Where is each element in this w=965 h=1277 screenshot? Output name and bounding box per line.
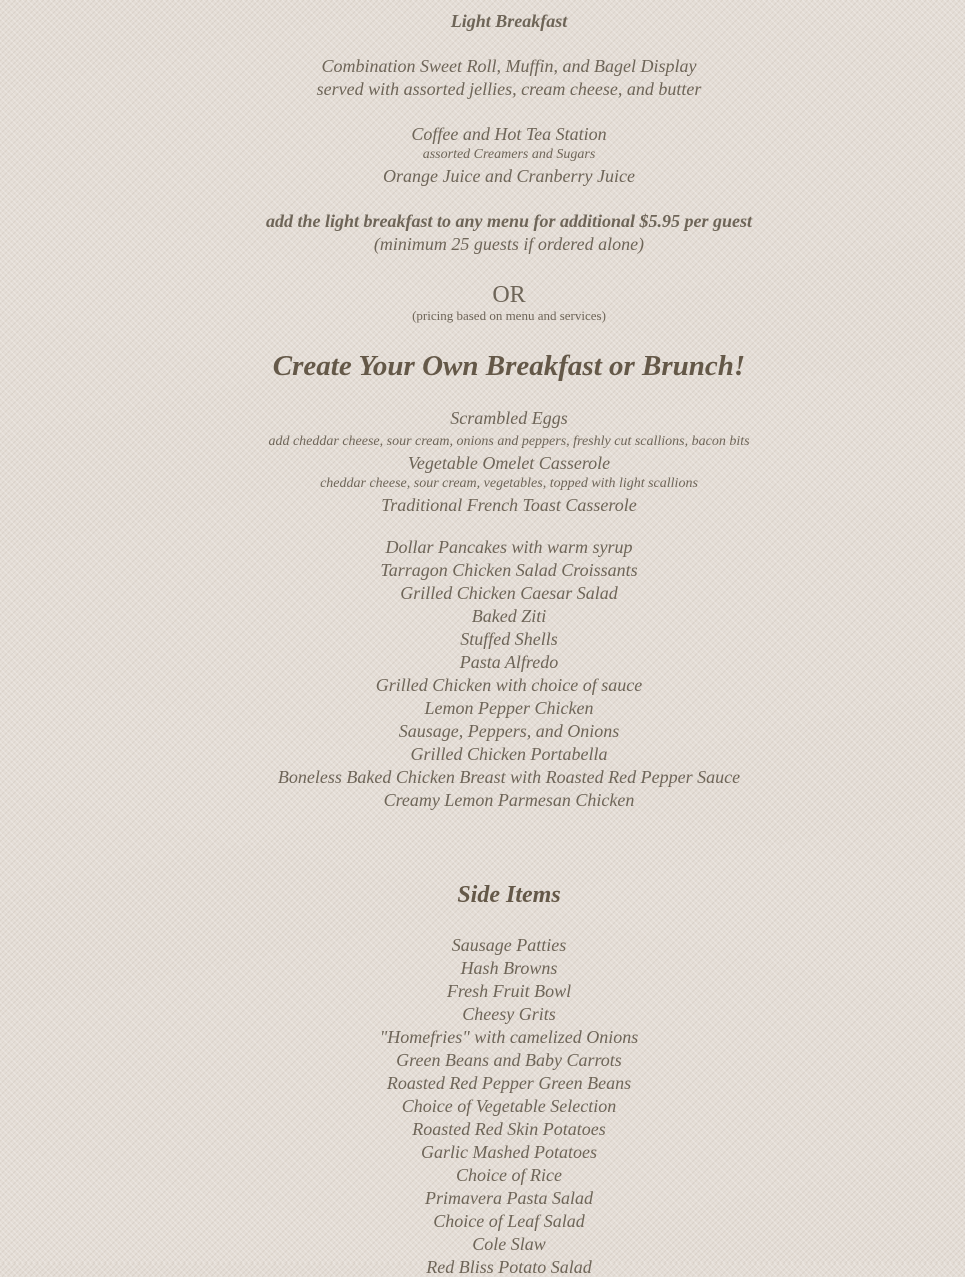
side-item: Cheesy Grits <box>462 1004 556 1024</box>
side-item: Roasted Red Pepper Green Beans <box>386 1073 632 1093</box>
side-item: Choice of Rice <box>456 1165 562 1185</box>
create-breakfast-heading: Create Your Own Breakfast or Brunch! <box>272 350 746 382</box>
side-item: Choice of Vegetable Selection <box>401 1096 617 1116</box>
menu-item: Baked Ziti <box>471 606 547 626</box>
menu-item: Stuffed Shells <box>460 629 558 649</box>
omelet-casserole-description: cheddar cheese, sour cream, vegetables, topped with light scallions <box>320 476 698 491</box>
side-item: Cole Slaw <box>472 1234 546 1254</box>
side-item: Green Beans and Baby Carrots <box>396 1050 622 1070</box>
side-item: Roasted Red Skin Potatoes <box>412 1119 606 1139</box>
scrambled-eggs-description: add cheddar cheese, sour cream, onions and peppers, freshly cut scallions, bacon bits <box>268 434 750 449</box>
side-items-heading: Side Items <box>457 882 561 908</box>
coffee-station-item: Coffee and Hot Tea Station <box>411 124 607 144</box>
side-item: Garlic Mashed Potatoes <box>421 1142 597 1162</box>
coffee-station-description: assorted Creamers and Sugars <box>422 147 596 162</box>
side-item: Choice of Leaf Salad <box>433 1211 585 1231</box>
side-item: Red Bliss Potato Salad <box>426 1257 592 1277</box>
side-item: "Homefries" with camelized Onions <box>379 1027 639 1047</box>
light-breakfast-minimum: (minimum 25 guests if ordered alone) <box>373 234 645 254</box>
juice-item: Orange Juice and Cranberry Juice <box>383 166 635 186</box>
or-divider: OR <box>492 282 526 308</box>
menu-item: Dollar Pancakes with warm syrup <box>385 537 633 557</box>
side-item: Hash Browns <box>460 958 558 978</box>
menu-item: Grilled Chicken with choice of sauce <box>375 675 643 695</box>
menu-item: Grilled Chicken Portabella <box>410 744 608 764</box>
bagel-display-item: Combination Sweet Roll, Muffin, and Bagel Display <box>321 56 697 76</box>
side-item: Fresh Fruit Bowl <box>446 981 572 1001</box>
menu-item: Pasta Alfredo <box>459 652 559 672</box>
menu-item: Boneless Baked Chicken Breast with Roasted Red Pepper Sauce <box>277 767 741 787</box>
side-item: Sausage Patties <box>451 935 567 955</box>
menu-item: Creamy Lemon Parmesan Chicken <box>383 790 635 810</box>
pricing-note: (pricing based on menu and services) <box>412 308 606 323</box>
menu-item: Tarragon Chicken Salad Croissants <box>380 560 638 580</box>
side-item: Primavera Pasta Salad <box>425 1188 593 1208</box>
scrambled-eggs-item: Scrambled Eggs <box>450 408 568 428</box>
french-toast-item: Traditional French Toast Casserole <box>381 495 637 515</box>
light-breakfast-title: Light Breakfast <box>450 11 568 31</box>
menu-item: Lemon Pepper Chicken <box>424 698 594 718</box>
menu-item: Sausage, Peppers, and Onions <box>398 721 620 741</box>
bagel-display-description: served with assorted jellies, cream cheese, and butter <box>316 79 702 99</box>
omelet-casserole-item: Vegetable Omelet Casserole <box>407 453 611 473</box>
menu-item: Grilled Chicken Caesar Salad <box>400 583 618 603</box>
light-breakfast-addon-price: add the light breakfast to any menu for additional $5.95 per guest <box>265 211 753 231</box>
